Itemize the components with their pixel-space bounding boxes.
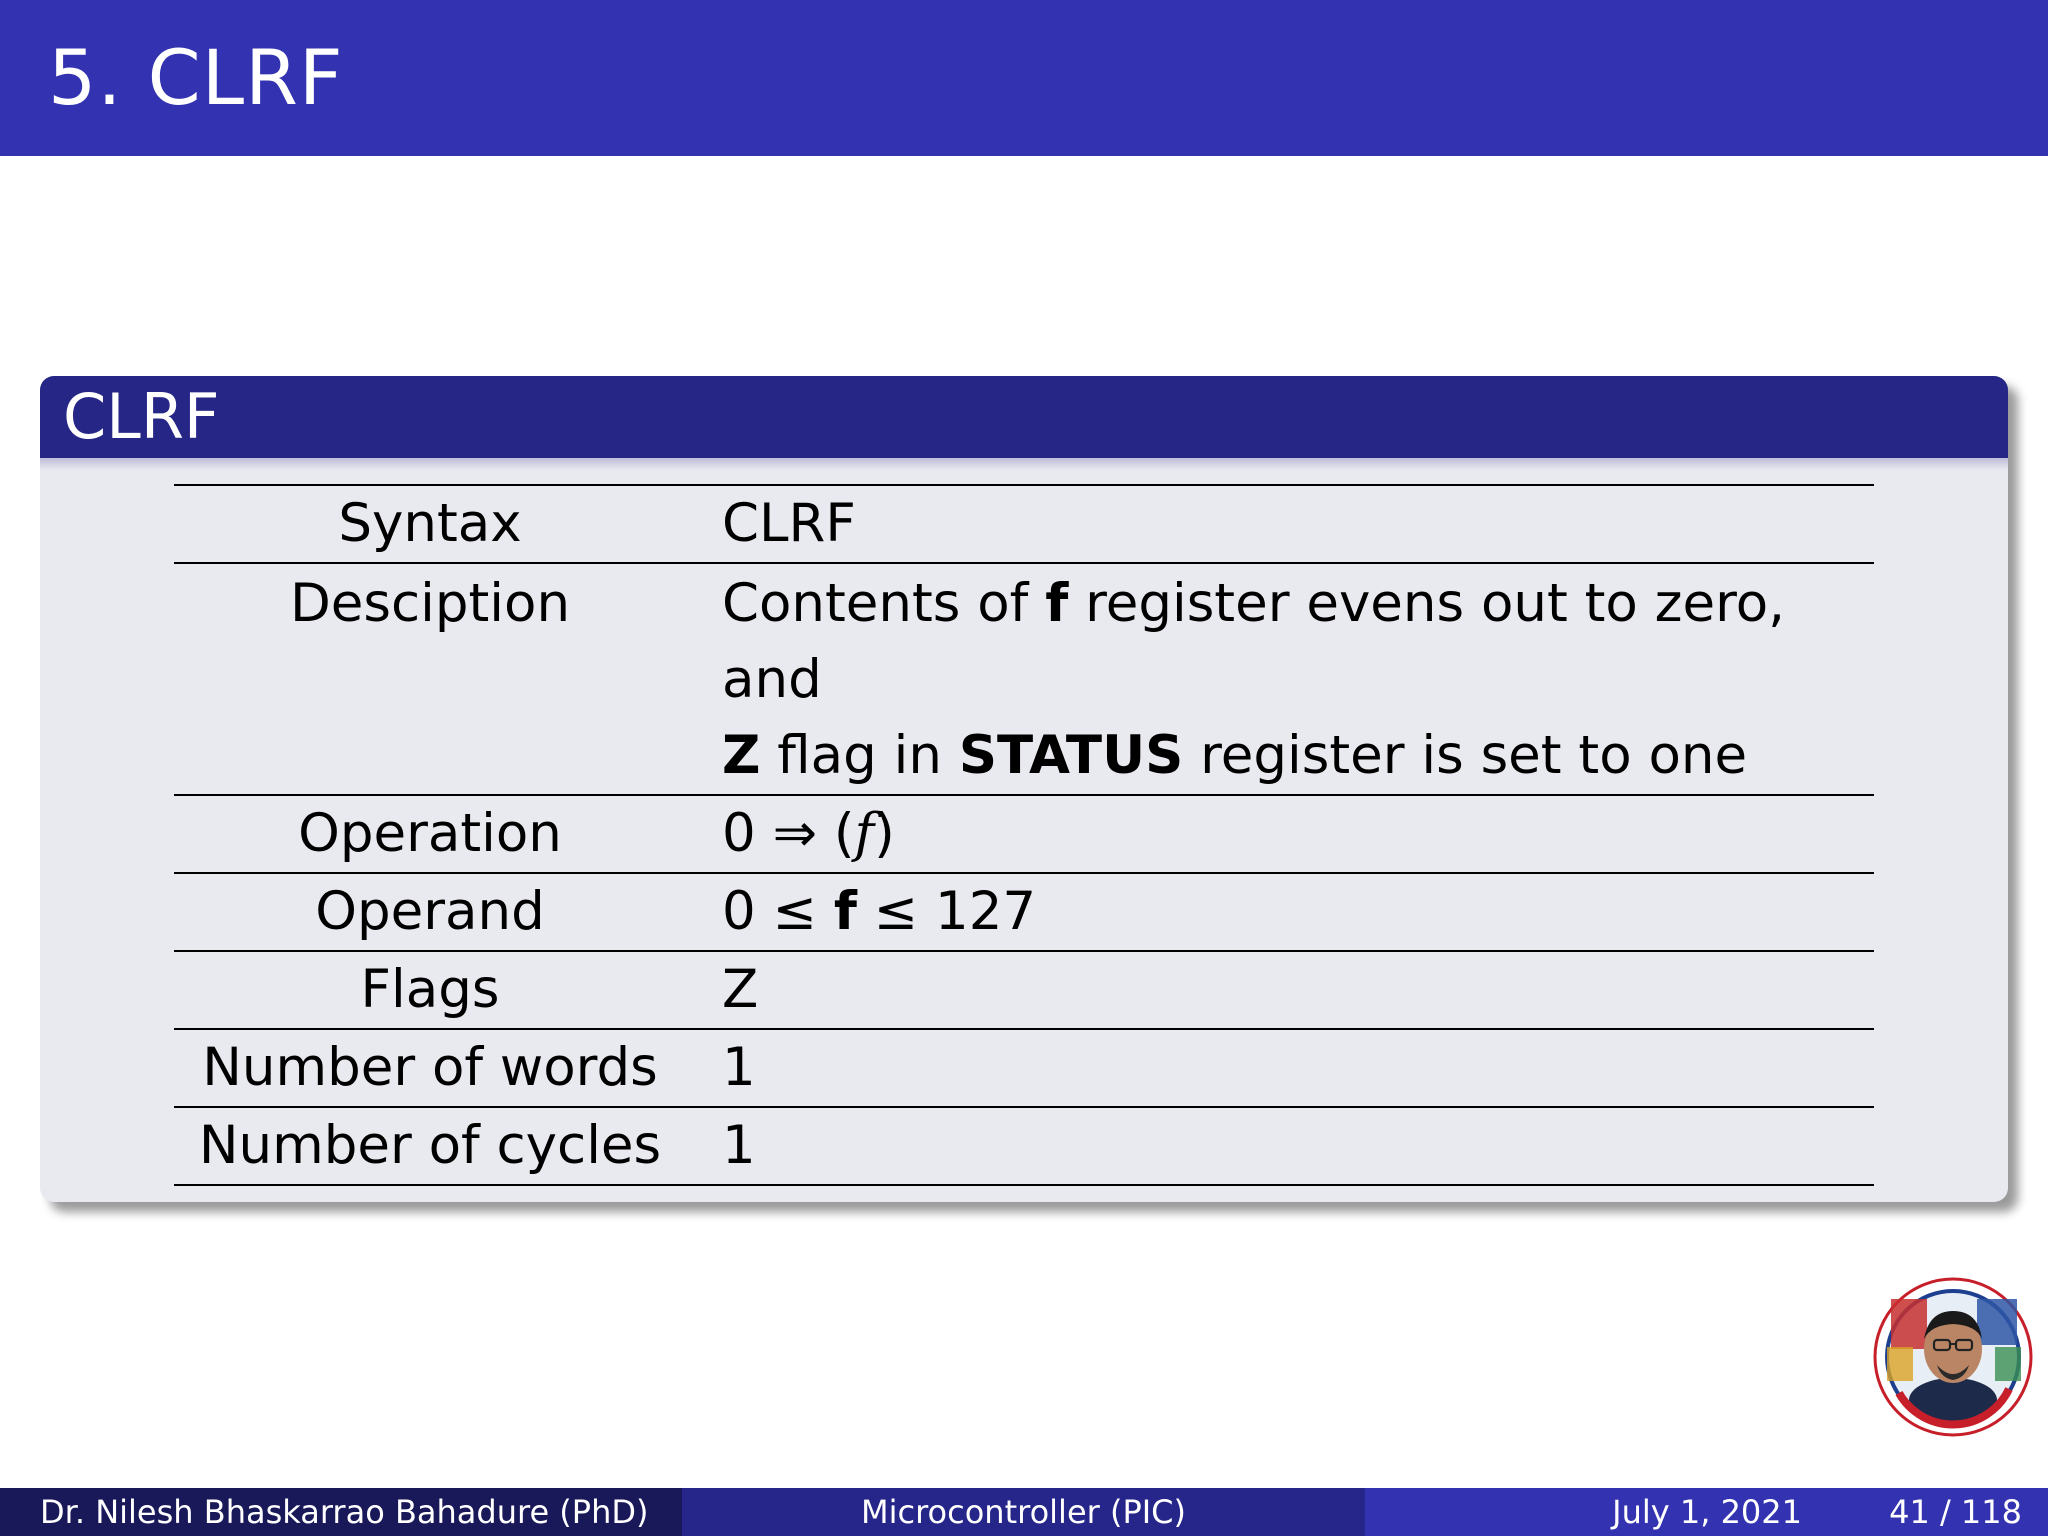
description-line-1 (722, 566, 1874, 718)
row-value: 1 (722, 1037, 756, 1098)
row-value (702, 873, 1874, 951)
slide-title: 5. CLRF (48, 33, 344, 122)
register-f: f (1045, 573, 1069, 634)
text-segment: register is set to one (1183, 725, 1748, 786)
academy-logo (1873, 1277, 2033, 1437)
table-row-words (174, 1029, 1874, 1107)
flag-z: Z (722, 725, 761, 786)
status-register: STATUS (958, 725, 1184, 786)
table-row-cycles (174, 1107, 1874, 1185)
row-value (702, 563, 1874, 795)
table-row-description (174, 563, 1874, 795)
footer-author: Dr. Nilesh Bhaskarrao Bahadure (PhD) (0, 1488, 682, 1536)
table-row-operation (174, 795, 1874, 873)
footer-course: Microcontroller (PIC) (682, 1488, 1365, 1536)
academy-logo-graphic (1873, 1277, 2033, 1437)
block-header (40, 376, 2008, 458)
block-header-shadow (40, 458, 2008, 470)
row-key: Desciption (289, 573, 571, 634)
row-value (702, 795, 1874, 873)
math-var-f: f (854, 803, 875, 864)
instruction-table (174, 484, 1874, 1186)
row-key: Number of cycles (198, 1115, 662, 1176)
row-value: Z (722, 959, 759, 1020)
instruction-block (40, 376, 2008, 1202)
description-line-2 (722, 718, 1874, 794)
row-value: CLRF (722, 493, 856, 554)
row-key: Flags (360, 959, 500, 1020)
page-number: 41 / 118 (1889, 1493, 2022, 1531)
text-segment: 0 ≤ (722, 881, 834, 942)
table-row-syntax (174, 485, 1874, 563)
table-row-operand (174, 873, 1874, 951)
text-segment: register evens out to zero, and (722, 573, 1785, 710)
title-bar (0, 0, 2048, 156)
row-value: 1 (722, 1115, 756, 1176)
row-key: Number of words (202, 1037, 658, 1098)
text-segment: ) (874, 803, 895, 864)
footer-date: July 1, 2021 (1612, 1493, 1802, 1531)
text-segment: Contents of (722, 573, 1046, 634)
footer (0, 1488, 2048, 1536)
block-title: CLRF (63, 380, 220, 453)
text-segment: flag in (760, 725, 959, 786)
row-key: Syntax (338, 493, 522, 554)
text-segment: 0 ⇒ ( (722, 803, 855, 864)
row-key: Operation (298, 803, 562, 864)
footer-right (1365, 1488, 2048, 1536)
register-f: f (833, 881, 857, 942)
row-key: Operand (315, 881, 545, 942)
text-segment: ≤ 127 (856, 881, 1037, 942)
table-row-flags (174, 951, 1874, 1029)
